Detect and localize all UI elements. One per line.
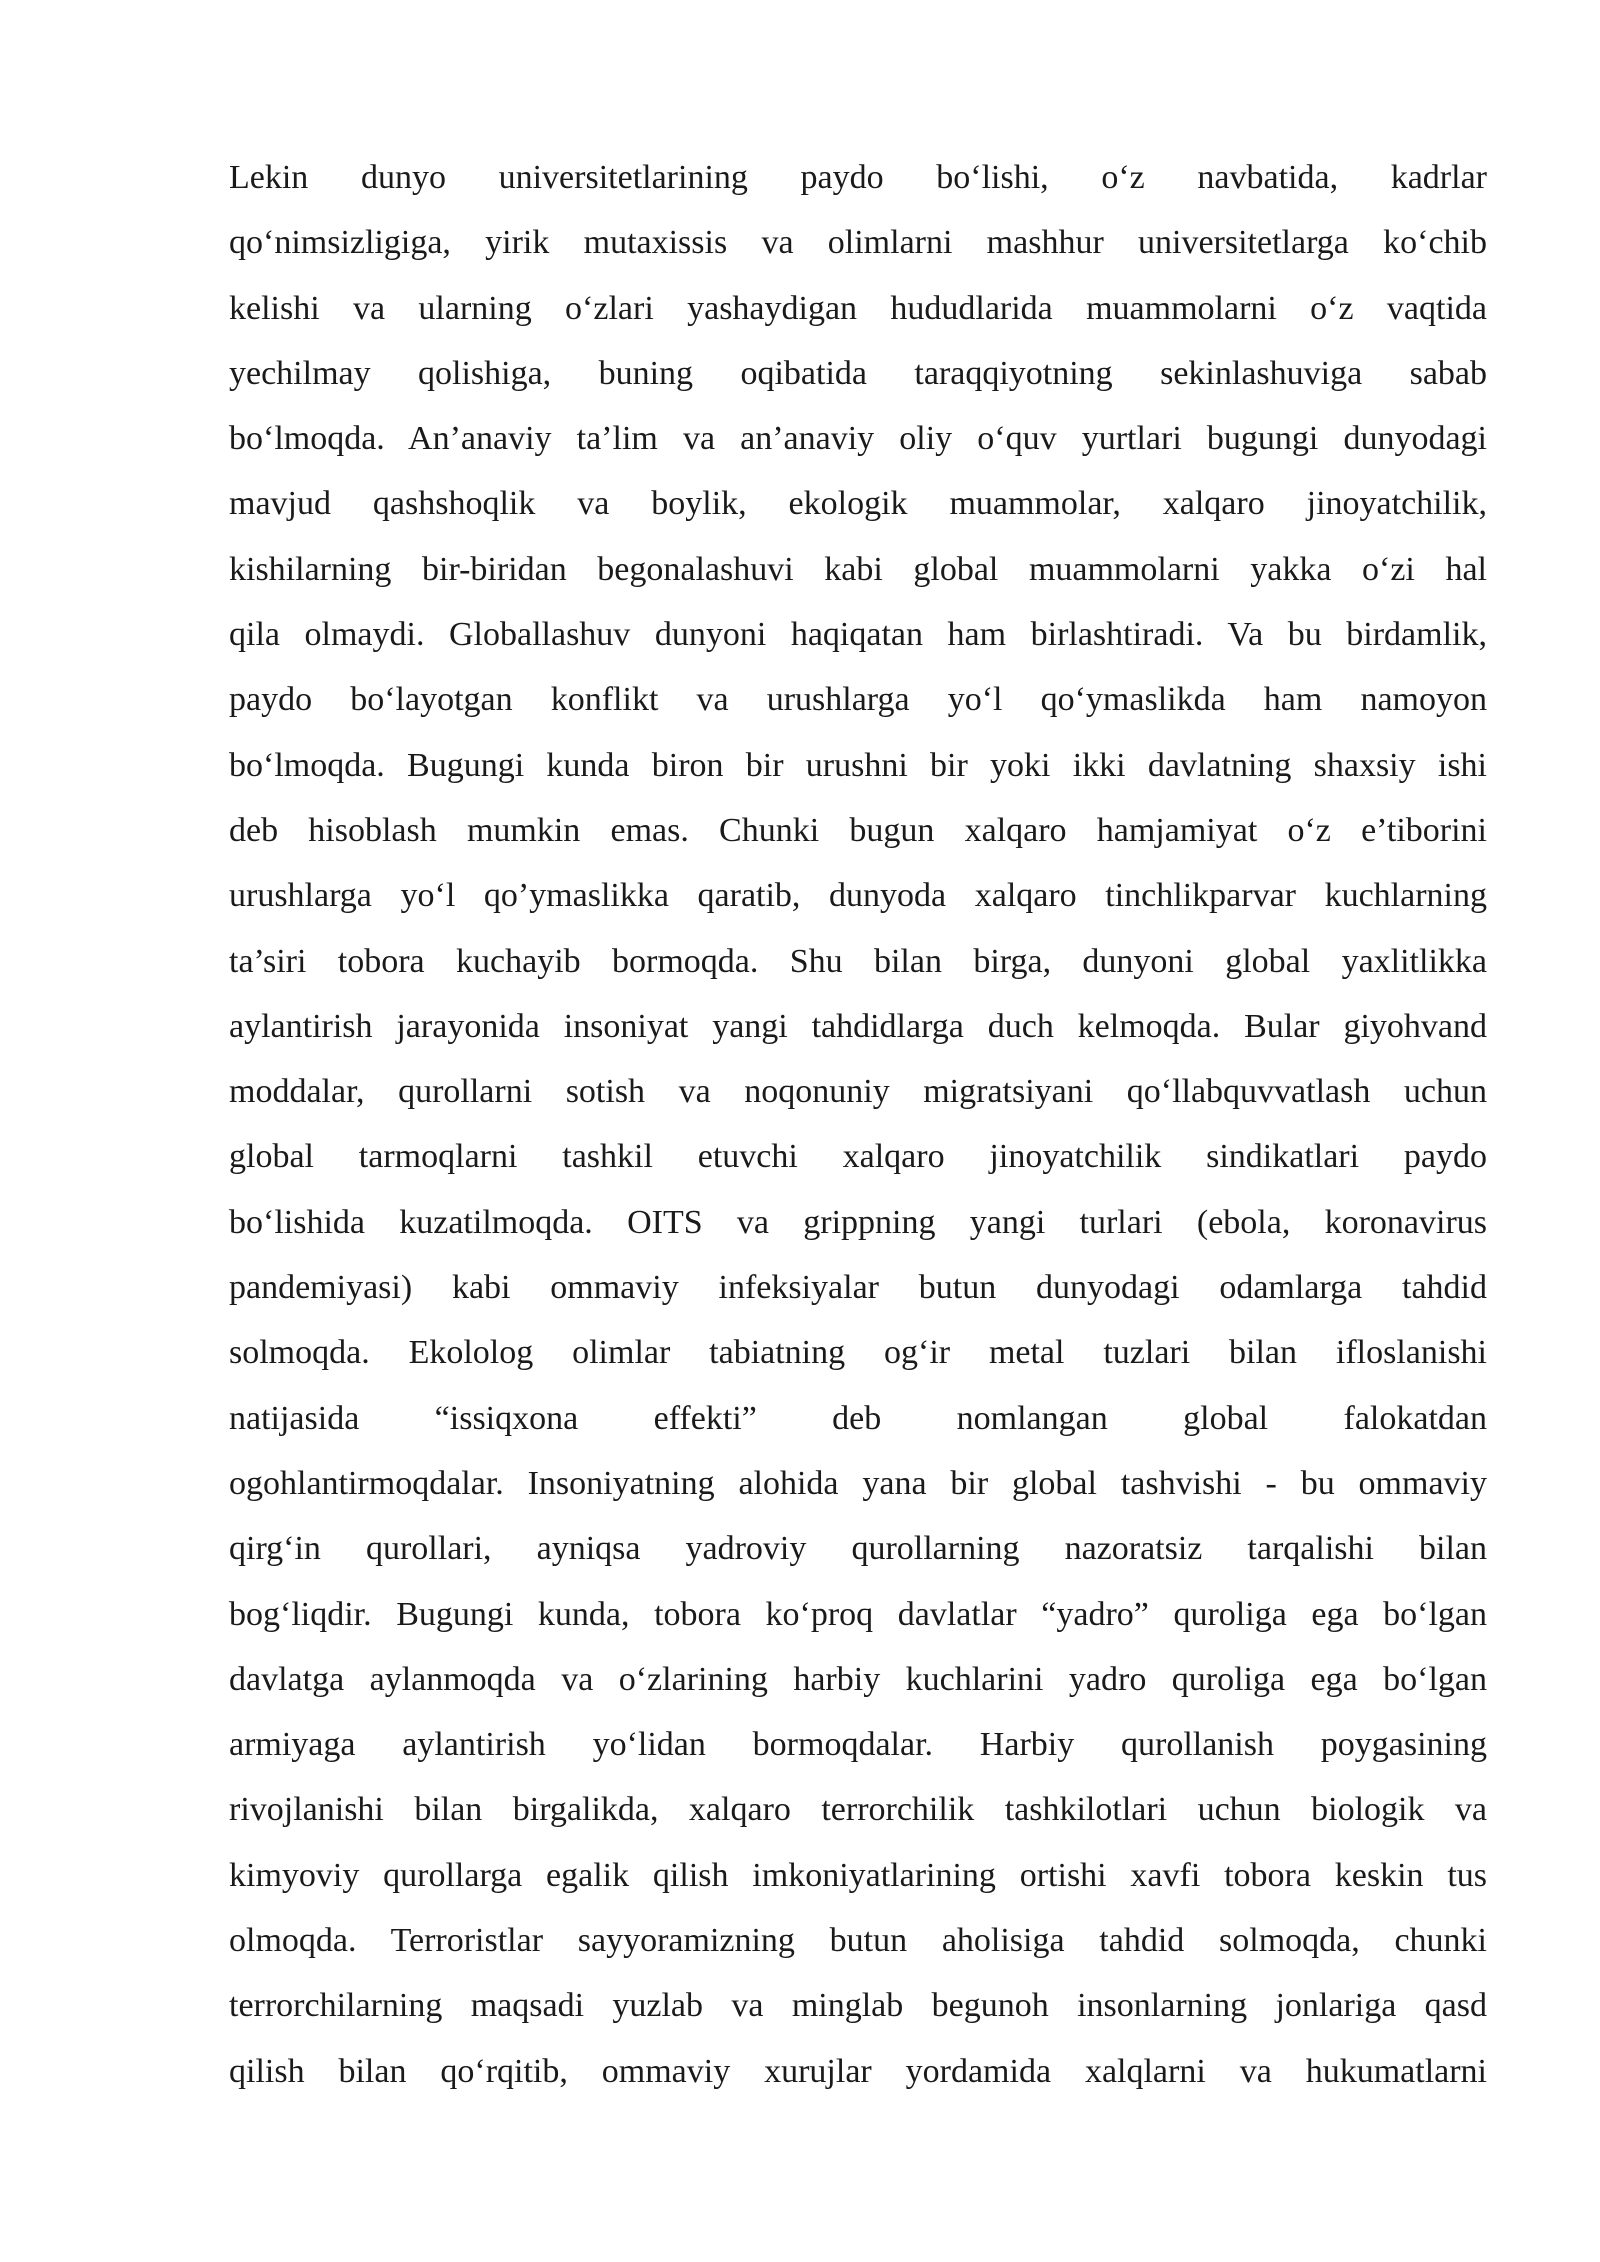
text-line: aylantirish jarayonida insoniyat yangi tahdidlarga duch kelmoqda. Bular giyohvand xyxy=(229,1007,1487,1045)
text-line: bo‘lmoqda. An’anaviy ta’lim va an’anaviy oliy o‘quv yurtlari bugungi dunyodagi xyxy=(229,420,1487,458)
text-line: urushlarga yo‘l qo’ymaslikka qaratib, dunyoda xalqaro tinchlikparvar kuchlarning xyxy=(229,877,1487,915)
text-line: natijasida “issiqxona effekti” deb nomlangan global falokatdan xyxy=(229,1399,1487,1437)
text-line: deb hisoblash mumkin emas. Chunki bugun xalqaro hamjamiyat o‘z e’tiborini xyxy=(229,811,1487,849)
text-line: mavjud qashshoqlik va boylik, ekologik muammolar, xalqaro jinoyatchilik, xyxy=(229,485,1487,523)
text-line: yechilmay qolishiga, buning oqibatida taraqqiyotning sekinlashuviga sabab xyxy=(229,354,1487,392)
text-line: pandemiyasi) kabi ommaviy infeksiyalar butun dunyodagi odamlarga tahdid xyxy=(229,1269,1487,1307)
text-line: solmoqda. Ekololog olimlar tabiatning og‘ir metal tuzlari bilan ifloslanishi xyxy=(229,1334,1487,1372)
text-line: qirg‘in qurollari, ayniqsa yadroviy qurollarning nazoratsiz tarqalishi bilan xyxy=(229,1530,1487,1568)
text-line: kimyoviy qurollarga egalik qilish imkoniyatlarining ortishi xavfi tobora keskin tus xyxy=(229,1856,1487,1894)
text-line: Lekin dunyo universitetlarining paydo bo‘lishi, o‘z navbatida, kadrlar xyxy=(229,159,1487,196)
text-line: qila olmaydi. Globallashuv dunyoni haqiqatan ham birlashtiradi. Va bu birdamlik, xyxy=(229,616,1487,654)
text-line: armiyaga aylantirish yo‘lidan bormoqdalar. Harbiy qurollanish poygasining xyxy=(229,1726,1487,1764)
text-line: kishilarning bir-biridan begonalashuvi kabi global muammolarni yakka o‘zi hal xyxy=(229,550,1487,588)
text-line: bo‘lmoqda. Bugungi kunda biron bir urushni bir yoki ikki davlatning shaxsiy ishi xyxy=(229,746,1487,784)
text-line: bog‘liqdir. Bugungi kunda, tobora ko‘proq davlatlar “yadro” quroliga ega bo‘lgan xyxy=(229,1595,1487,1633)
text-line: moddalar, qurollarni sotish va noqonuniy migratsiyani qo‘llabquvvatlash uchun xyxy=(229,1073,1487,1111)
text-line: ogohlantirmoqdalar. Insoniyatning alohida yana bir global tashvishi - bu ommaviy xyxy=(229,1464,1487,1502)
text-line: kelishi va ularning o‘zlari yashaydigan hududlarida muammolarni o‘z vaqtida xyxy=(229,289,1487,327)
text-line: olmoqda. Terroristlar sayyoramizning butun aholisiga tahdid solmoqda, chunki xyxy=(229,1922,1487,1960)
text-line: davlatga aylanmoqda va o‘zlarining harbiy kuchlarini yadro quroliga ega bo‘lgan xyxy=(229,1660,1487,1698)
text-line: paydo bo‘layotgan konflikt va urushlarga yo‘l qo‘ymaslikda ham namoyon xyxy=(229,681,1487,719)
text-line: bo‘lishida kuzatilmoqda. OITS va grippning yangi turlari (ebola, koronavirus xyxy=(229,1203,1487,1241)
body-paragraph xyxy=(229,148,1487,2107)
text-line: rivojlanishi bilan birgalikda, xalqaro terrorchilik tashkilotlari uchun biologik va xyxy=(229,1791,1487,1829)
text-line: terrorchilarning maqsadi yuzlab va minglab begunoh insonlarning jonlariga qasd xyxy=(229,1987,1487,2025)
text-line: global tarmoqlarni tashkil etuvchi xalqaro jinoyatchilik sindikatlari paydo xyxy=(229,1138,1487,1176)
text-line: qilish bilan qo‘rqitib, ommaviy xurujlar yordamida xalqlarni va hukumatlarni xyxy=(229,2052,1487,2090)
text-line: qo‘nimsizligiga, yirik mutaxissis va olimlarni mashhur universitetlarga ko‘chib xyxy=(229,224,1487,262)
text-line: ta’siri tobora kuchayib bormoqda. Shu bilan birga, dunyoni global yaxlitlikka xyxy=(229,942,1487,980)
